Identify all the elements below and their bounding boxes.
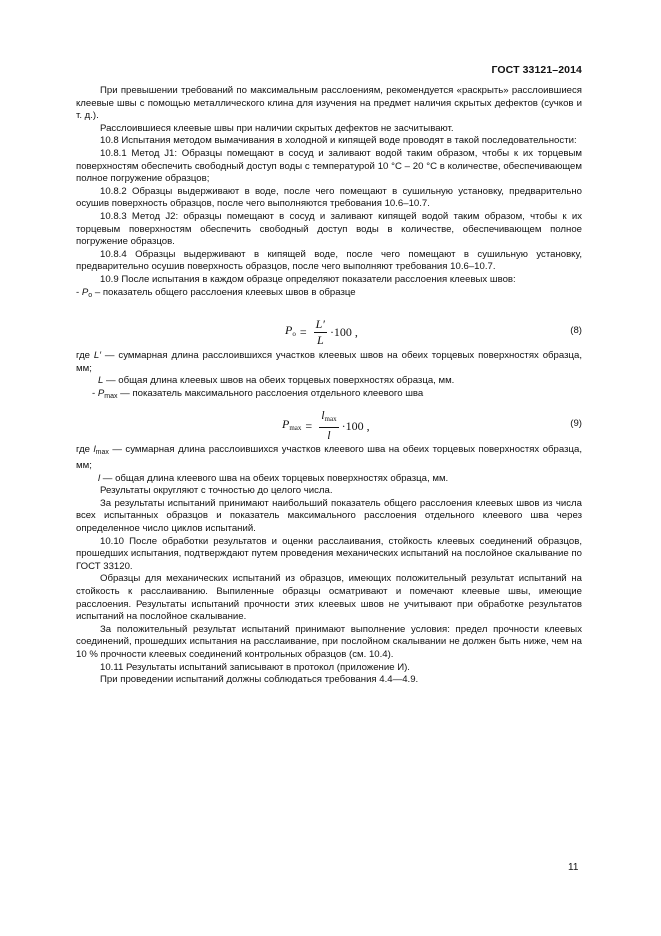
definition-l [76,375,582,388]
paragraph [76,624,582,662]
paragraph-text: — общая длина клеевого шва на обеих торцевых поверхностях образца, мм. [100,472,449,484]
definition-pmax: - $P_{max}$ — показатель максимального расслоения отдельного клеевого шва [92,387,424,400]
paragraph-text: При превышении требований по максимальным расслоениям, рекомендуется «раскрыть» расслоившиеся клеевые швы с помощью металлического клина для изучения на предмет наличия скрытых дефектов (сучков и т. д.). [76,85,582,122]
symbol-l-small: l [98,472,101,484]
symbol-lmax-subscript: max [95,449,109,457]
formula-9-fraction [319,409,338,442]
symbol-p0-subscript: о [88,291,93,299]
symbol-pmax-subscript: max [104,392,118,400]
formula-8-lhs: $P_о$ [285,323,296,339]
paragraph-text: При проведении испытаний должны соблюдаться требования 4.4—4.9. [100,674,419,686]
paragraph-text: Расслоившиеся клеевые швы при наличии скрытых дефектов не засчитывают. [100,122,454,134]
symbol-l: L [98,375,104,387]
paragraph-10-8-2 [76,186,582,211]
formula-9-lhs: $P_{max}$ [282,416,302,432]
denominator: L [316,333,324,348]
paragraph [76,674,582,687]
formula-8-expression [285,318,358,347]
formula-8 [76,314,582,350]
equation-number: (8) [570,325,582,337]
document-body [76,85,582,687]
paragraph-text: — общая длина клеевых швов на обеих торцевых поверхностях образца, мм. [103,375,455,387]
paragraph-10-11 [76,662,582,675]
definition-lmax: где $l_{max}$ — суммарная длина расслоившихся участков клеевого шва на обеих торцевых поверхностях образца, мм; [76,444,582,472]
symbol-p0: P [81,286,89,298]
paragraph-text: Образцы для механических испытаний из образцов, имеющих положительный результат испытаний на стойкость к расслаиванию. Выпиленные образцы осматривают и помечают клеевые швы, имеющие расслоения. Результаты испытаний прочности этих клеевых швов не учитывают при обработке результатов испытаний на послойное скалывание. [76,573,582,623]
paragraph-10-8-3 [76,211,582,249]
symbol-pmax: P [97,387,105,399]
symbol-l-prime: L′ [93,350,102,362]
paragraph-10-8 [76,135,582,148]
equation-number: (9) [570,418,582,430]
numerator: $l_{max}$ [319,409,338,428]
document-header: ГОСТ 33121–2014 [491,64,582,76]
paragraph [76,573,582,623]
paragraph [76,498,582,536]
paragraph-10-9 [76,274,582,287]
paragraph-10-10 [76,536,582,574]
definition-l-prime: где L′ — суммарная длина расслоившихся участков клеевых швов на обеих торцевых поверхностях образца, мм; [76,350,582,374]
equals-sign: = [299,325,307,340]
paragraph-text: 10.8.2 Образцы выдерживают в воде, после чего помещают в сушильную установку, предварительно осушив поверхность образцов, после чего выполняются требования 10.6–10.7. [76,185,582,210]
paragraph-10-8-4 [76,249,582,274]
paragraph-text: — показатель максимального расслоения отдельного клеевого шва [117,387,424,399]
formula-8-fraction [314,318,327,347]
paragraph-text: — суммарная длина расслоившихся участков клеевого шва на обеих торцевых поверхностях образца, мм; [76,444,582,472]
paragraph-text: 10.9 После испытания в каждом образце определяют показатели расслоения клеевых швов: [100,273,516,285]
equals-sign: = [305,418,313,433]
paragraph-text: За положительный результат испытаний принимают выполнение условия: предел прочности клеевых соединений, прошедших испытания на расслаивание, при послойном скалывании не должен быть ниже, чем на 10 % прочности клеевых соединений контрольных образцов (см. 10.4). [76,623,582,660]
formula-9-multiplier: ·100 , [341,418,370,433]
paragraph [76,485,582,498]
page-number: 11 [568,862,579,873]
paragraph-text: За результаты испытаний принимают наибольший показатель общего расслоения клеевых швов из числа всех испытанных образцов и показатель максимального расслоения отдельного клеевого шва через определенное число циклов испытаний. [76,497,582,535]
paragraph-text: 10.8.1 Метод J1: Образцы помещают в сосуд и заливают водой таким образом, чтобы к их торцевым поверхностям обеспечить свободный доступ воды с температурой 10 °С – 20 °С в количестве, обеспечивающем полное погружение образцов; [76,147,582,185]
paragraph [76,85,582,123]
paragraph-text: 10.8.4 Образцы выдерживают в кипящей воде, после чего помещают в сушильную установку, предварительно осушив поверхность образцов, после чего выполняют требования 10.6–10.7. [76,248,582,273]
numerator: L′ [315,317,325,332]
paragraph [76,123,582,136]
definition-l-small [76,473,582,486]
paragraph-text: 10.8 Испытания методом вымачивания в холодной и кипящей воде проводят в такой последовательности: [100,135,577,147]
paragraph-text: Результаты округляют с точностью до целого числа. [100,485,333,497]
definition-p0: - $P_о$ – показатель общего расслоения клеевых швов в образце [76,286,356,299]
paragraph-text: 10.8.3 Метод J2: образцы помещают в сосуд и заливают кипящей водой таким образом, чтобы к их торцевым поверхностям обеспечить свободный доступ воды в количестве, обеспечивающем полное погружение образцов. [76,210,582,248]
paragraph-text: 10.10 После обработки результатов и оценки расслаивания, стойкость клеевых соединений образцов, прошедших испытания, подтверждают путем проведения механических испытаний на послойное скалывание по ГОСТ 33120. [76,535,582,572]
symbol-lmax: l [93,444,96,456]
formula-9 [76,406,582,444]
paragraph-text: – показатель общего расслоения клеевых швов в образце [92,286,356,298]
paragraph-text: — суммарная длина расслоившихся участков клеевых швов на обеих торцевых поверхностях образца, мм; [76,350,582,374]
paragraph-text: 10.11 Результаты испытаний записывают в протокол (приложение И). [100,661,410,673]
formula-9-expression [282,409,370,442]
formula-8-multiplier: ·100 , [329,325,358,340]
paragraph-10-8-1 [76,148,582,186]
denominator: l [327,428,331,443]
